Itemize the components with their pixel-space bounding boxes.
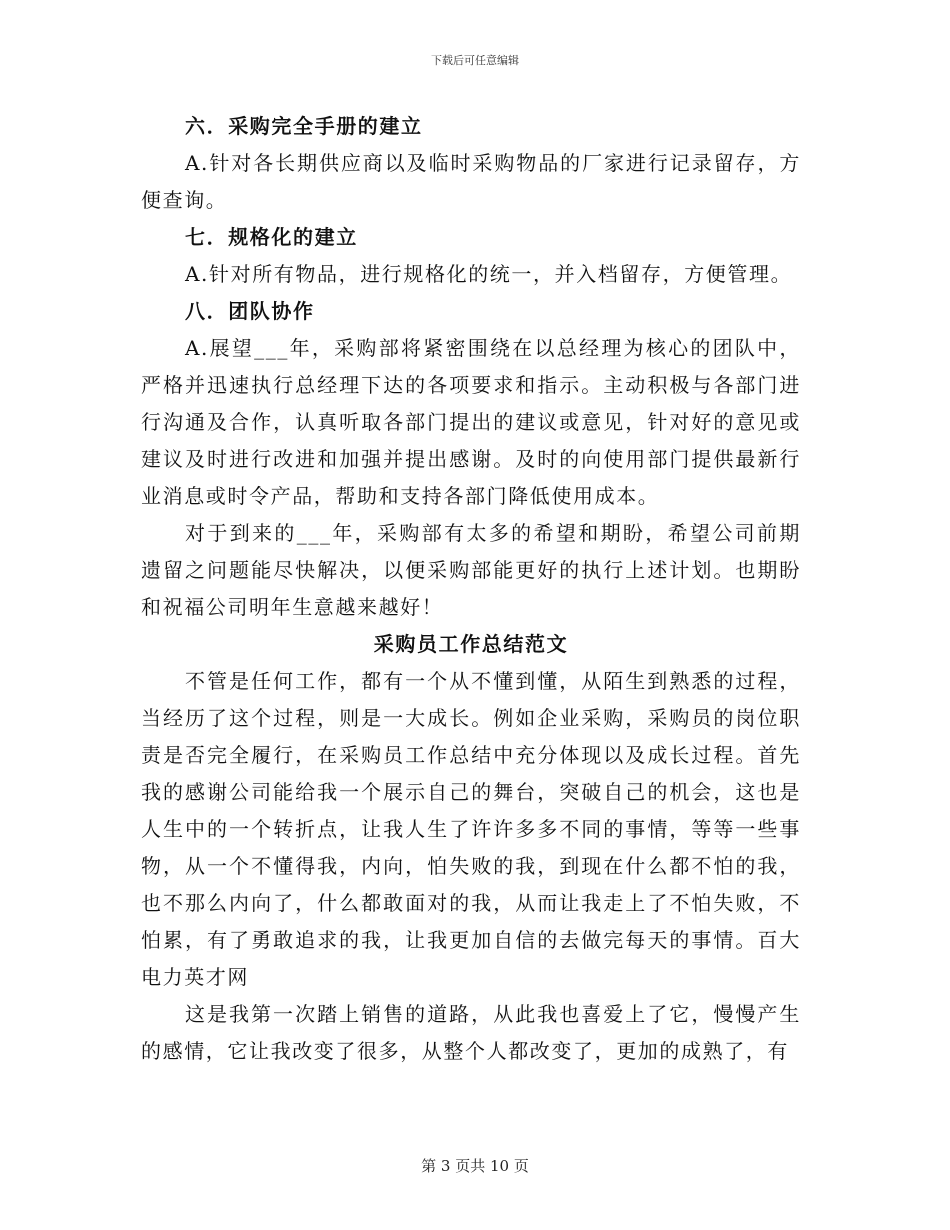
paragraph-6: A.针对各长期供应商以及临时采购物品的厂家进行记录留存，方便查询。 [141, 151, 801, 212]
section-heading-7: 七．规格化的建立 [185, 225, 358, 249]
paragraph-8: A.展望___年，采购部将紧密围绕在以总经理为核心的团队中，严格并迅速执行总经理下达的各项要求和指示。主动积极与各部门进行沟通及合作，认真听取各部门提出的建议或意见，针对好的意见或建议及时进行改进和加强并提出感谢。及时的向使用部门提供最新行业消息或时令产品，帮助和支持各部门降低使用成本。 [141, 336, 801, 508]
paragraph-10: 不管是任何工作，都有一个从不懂到懂，从陌生到熟悉的过程，当经历了这个过程，则是一大成长。例如企业采购，采购员的岗位职责是否完全履行，在采购员工作总结中充分体现以及成长过程。首先我的感谢公司能给我一个展示自己的舞台，突破自己的机会，这也是人生中的一个转折点，让我人生了许许多多不同的事情，等等一些事物，从一个不懂得我，内向，怕失败的我，到现在什么都不怕的我，也不那么内向了，什么都敢面对的我，从而让我走上了不怕失败，不怕累，有了勇敢追求的我，让我更加自信的去做完每天的事情。百大电力英才网 [141, 669, 801, 989]
section-heading-8: 八．团队协作 [185, 299, 315, 323]
article-title: 采购员工作总结范文 [373, 632, 569, 656]
page-header: 下载后可任意编辑 [431, 54, 519, 67]
document-body [141, 108, 801, 1070]
paragraph-11: 这是我第一次踏上销售的道路，从此我也喜爱上了它，慢慢产生的感情，它让我改变了很多，从整个人都改变了，更加的成熟了，有 [141, 1002, 801, 1063]
paragraph-9: 对于到来的___年，采购部有太多的希望和期盼，希望公司前期遗留之问题能尽快解决，以便采购部能更好的执行上述计划。也期盼和祝福公司明年生意越来越好！ [141, 521, 801, 619]
paragraph-7: A.针对所有物品，进行规格化的统一，并入档留存，方便管理。 [185, 262, 793, 286]
page-footer: 第 3 页共 10 页 [421, 1157, 529, 1175]
section-heading-6: 六．采购完全手册的建立 [185, 114, 423, 138]
